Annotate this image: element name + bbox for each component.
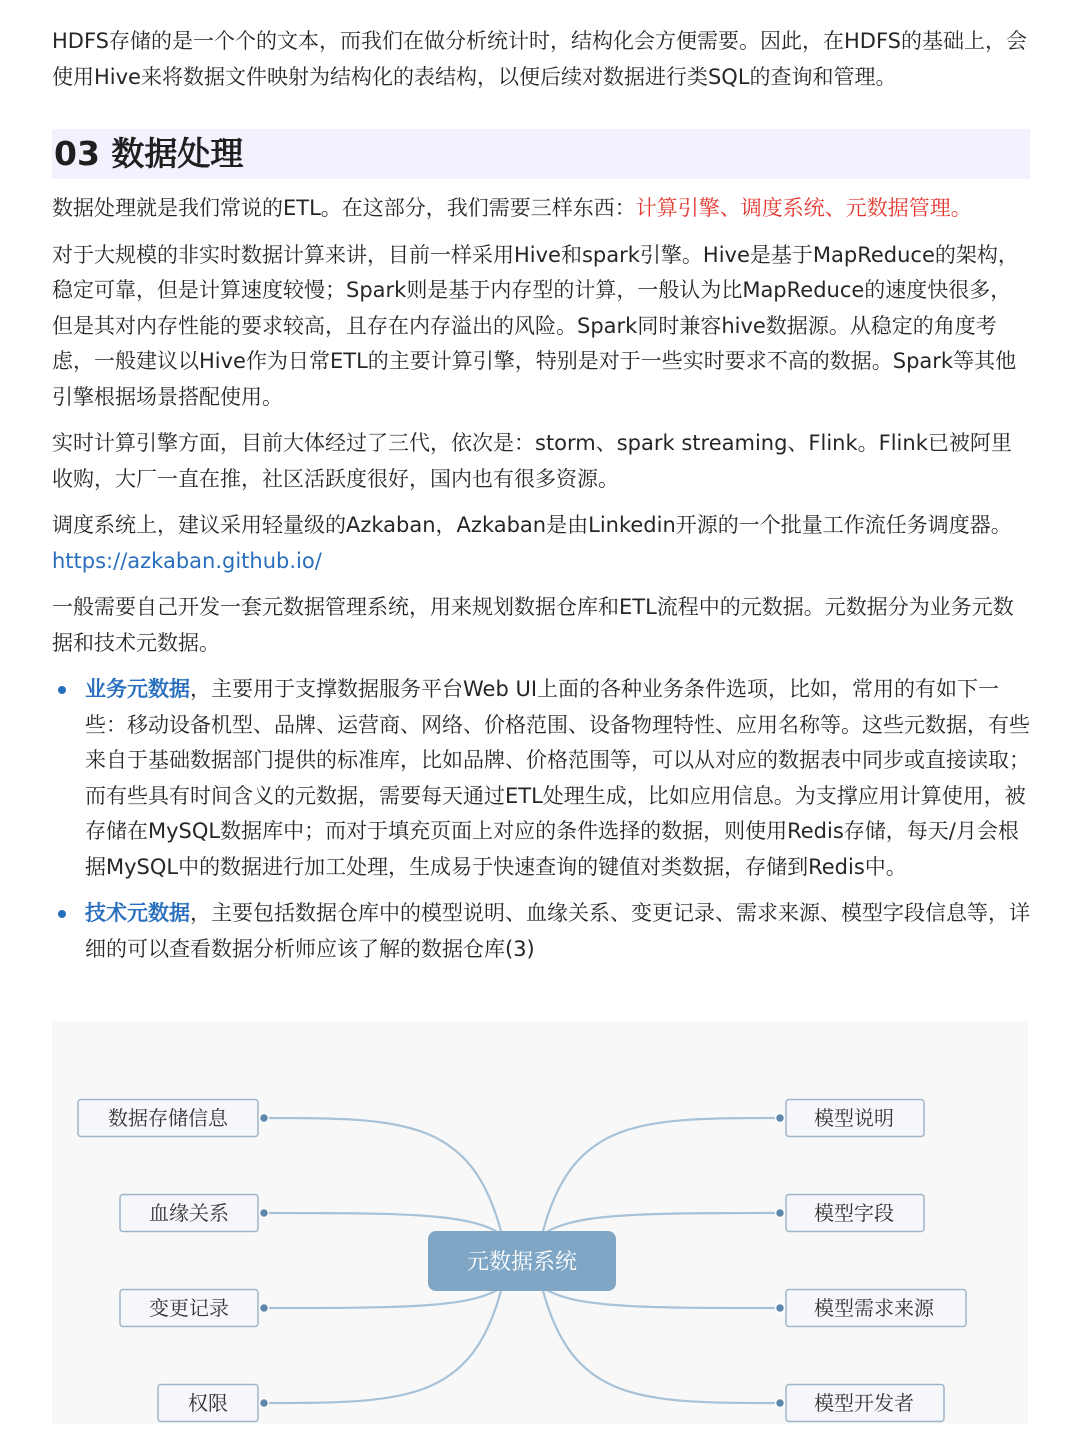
bullet-text: ，主要用于支撑数据服务平台Web UI上面的各种业务条件选项，比如，常用的有如下一些：移动设备机型、品牌、运营商、网络、价格范围、设备物理特性、应用名称等。这些元数据，有些来自于基础数据部门提供的标准库，比如品牌、价格范围等，可以从对应的数据表中同步或直接读取；而有些具有时间含义的元数据，需要每天通过ETL处理生成，比如应用信息。为支撑应用计算使用，被存储在MySQL数据库中；而对于填充页面上对应的条件选择的数据，则使用Redis存储，每天/月会根据MySQL中的数据进行加工处理，生成易于快速查询的键值对类数据，存储到Redis中。 (85, 677, 1030, 879)
intro-paragraph: HDFS存储的是一个个的文本，而我们在做分析统计时，结构化会方便需要。因此，在HDFS的基础上，会使用Hive来将数据文件映射为结构化的表结构，以便后续对数据进行类SQL的查询和管理。 (52, 29, 1027, 89)
mindmap-node-right (776, 1100, 925, 1137)
mindmap-node-left (78, 1100, 269, 1137)
azkaban-link[interactable]: https://azkaban.github.io/ (52, 548, 322, 573)
etl-highlight: 计算引擎、调度系统、元数据管理。 (635, 196, 972, 220)
connector-dot-icon (776, 1304, 785, 1313)
mindmap-node-left (120, 1195, 269, 1232)
scheduler-paragraph (52, 508, 1030, 579)
bullet-dot-icon (58, 686, 66, 694)
node-label: 变更记录 (149, 1296, 229, 1320)
section-heading: 03 数据处理 (52, 129, 1030, 179)
connector-dot-icon (776, 1114, 785, 1123)
metadata-paragraph: 一般需要自己开发一套元数据管理系统，用来规划数据仓库和ETL流程中的元数据。元数据分为业务元数据和技术元数据。 (52, 595, 1014, 655)
batch-engine-paragraph: 对于大规模的非实时数据计算来讲，目前一样采用Hive和spark引擎。Hive是基于MapReduce的架构，稳定可靠，但是计算速度较慢；Spark则是基于内存型的计算，一般认为比MapReduce的速度快很多，但是其对内存性能的要求较高，且存在内存溢出的风险。Spark同时兼容hive数据源。从稳定的角度考虑，一般建议以Hive作为日常ETL的主要计算引擎，特别是对于一些实时要求不高的数据。Spark等其他引擎根据场景搭配使用。 (52, 242, 1019, 409)
node-label: 模型说明 (814, 1106, 894, 1130)
branch-line (264, 1287, 502, 1403)
article-body (52, 24, 1030, 978)
mindmap-canvas (52, 1022, 1028, 1424)
connector-dot-icon (260, 1114, 269, 1123)
mindmap-node-left (120, 1290, 269, 1327)
mindmap-node-right (776, 1385, 945, 1422)
connector-dot-icon (260, 1209, 269, 1218)
node-label: 模型需求来源 (814, 1296, 934, 1320)
mindmap-node-right (776, 1290, 967, 1327)
mindmap-center-node (428, 1231, 616, 1291)
connector-dot-icon (776, 1209, 785, 1218)
scheduler-text: 调度系统上，建议采用轻量级的Azkaban，Azkaban是由Linkedin开源的一个批量工作流任务调度器。 (52, 513, 1012, 537)
mindmap-node-left (158, 1385, 269, 1422)
center-label: 元数据系统 (466, 1250, 578, 1275)
node-label: 血缘关系 (149, 1201, 229, 1225)
mindmap-node-right (776, 1195, 925, 1232)
bullet-keyword: 技术元数据 (85, 901, 190, 925)
connector-dot-icon (776, 1399, 785, 1408)
bullet-text: ，主要包括数据仓库中的模型说明、血缘关系、变更记录、需求来源、模型字段信息等，详细的可以查看数据分析师应该了解的数据仓库(3) (85, 901, 1030, 961)
bullet-dot-icon (58, 910, 66, 918)
list-item (52, 896, 1030, 967)
node-label: 数据存储信息 (108, 1106, 228, 1130)
bullet-keyword: 业务元数据 (85, 677, 190, 701)
node-label: 模型开发者 (814, 1391, 914, 1415)
metadata-mindmap (52, 1022, 1028, 1424)
branch-line (264, 1118, 502, 1235)
etl-paragraph (52, 191, 1030, 227)
etl-text: 数据处理就是我们常说的ETL。在这部分，我们需要三样东西： (52, 196, 636, 220)
node-label: 权限 (188, 1391, 228, 1415)
metadata-list (52, 672, 1030, 967)
realtime-engine-paragraph: 实时计算引擎方面，目前大体经过了三代，依次是：storm、spark streaming、Flink。Flink已被阿里收购，大厂一直在推，社区活跃度很好，国内也有很多资源。 (52, 431, 1012, 491)
branch-line (542, 1287, 780, 1403)
branch-line (542, 1118, 780, 1235)
node-label: 模型字段 (814, 1201, 894, 1225)
connector-dot-icon (260, 1399, 269, 1408)
list-item (52, 672, 1030, 885)
connector-dot-icon (260, 1304, 269, 1313)
